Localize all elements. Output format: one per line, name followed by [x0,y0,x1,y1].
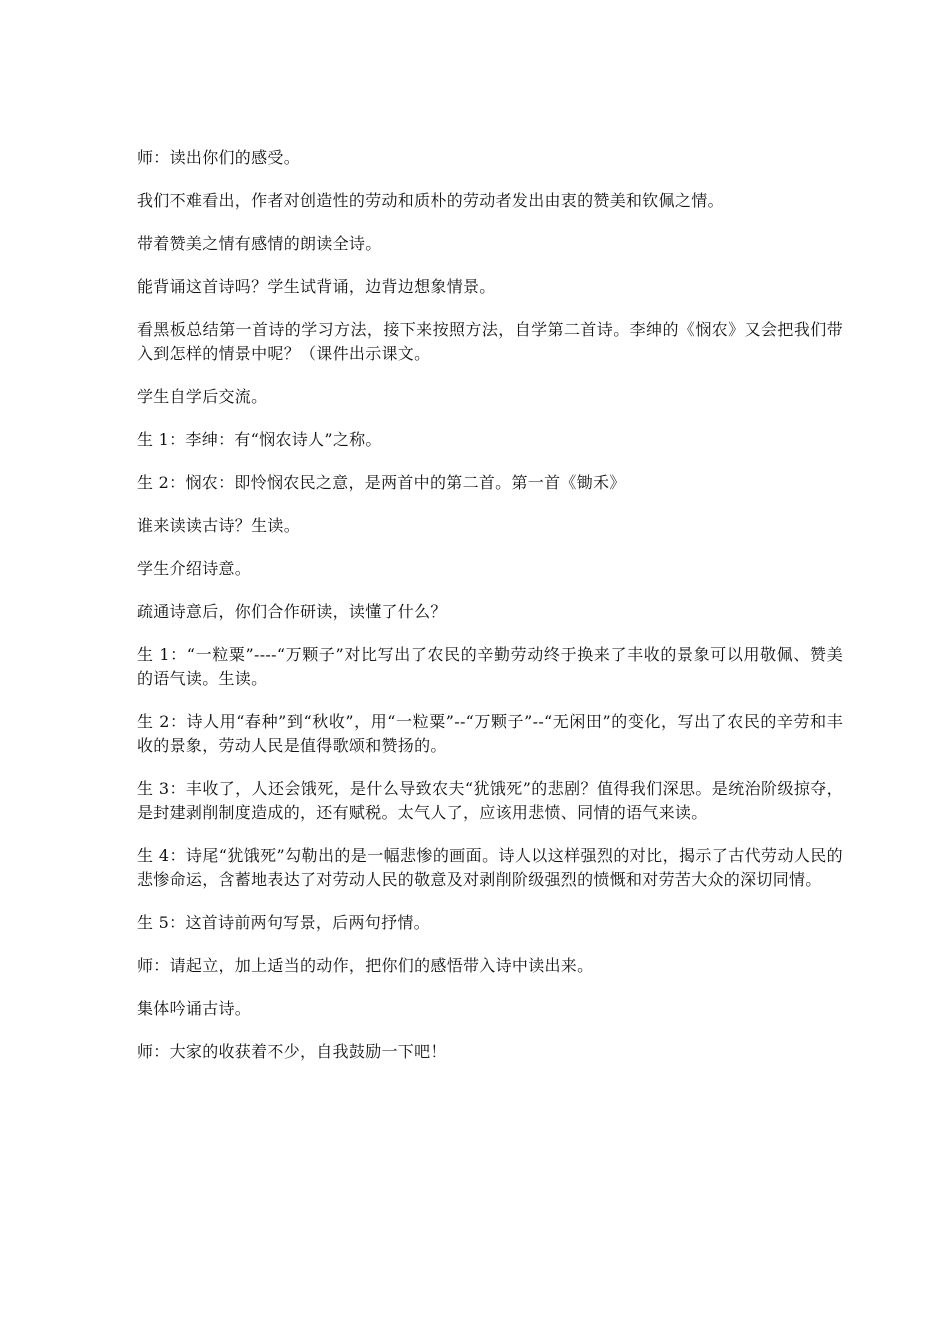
paragraph-13: 生 2：诗人用“春种”到“秋收”，用“一粒粟”--“万颗子”--“无闲田”的变化，写出了农民的辛劳和丰收的景象，劳动人民是值得歌颂和赞扬的。 [137,712,843,755]
paragraph-3: 带着赞美之情有感情的朗读全诗。 [137,234,382,253]
paragraph-1: 师：读出你们的感受。 [137,148,301,167]
paragraph-5: 看黑板总结第一首诗的学习方法，接下来按照方法，自学第二首诗。李绅的《悯农》又会把我们带入到怎样的情景中呢？（课件出示课文。 [137,320,843,363]
paragraph-2: 我们不难看出，作者对创造性的劳动和质朴的劳动者发出由衷的赞美和钦佩之情。 [137,191,724,210]
paragraph-12: 生 1：“一粒粟”----“万颗子”对比写出了农民的辛勤劳动终于换来了丰收的景象可以用敬佩、赞美的语气读。生读。 [137,645,843,688]
document-body [137,146,843,1083]
paragraph-15: 生 4：诗尾“犹饿死”勾勒出的是一幅悲惨的画面。诗人以这样强烈的对比，揭示了古代劳动人民的悲惨命运，含蓄地表达了对劳动人民的敬意及对剥削阶级强烈的愤慨和对劳苦大众的深切同情。 [137,846,843,889]
paragraph-7: 生 1：李绅：有“悯农诗人”之称。 [137,430,382,449]
paragraph-17: 师：请起立，加上适当的动作，把你们的感悟带入诗中读出来。 [137,956,594,975]
paragraph-10: 学生介绍诗意。 [137,559,252,578]
paragraph-18: 集体吟诵古诗。 [137,999,252,1018]
paragraph-14: 生 3：丰收了，人还会饿死，是什么导致农夫“犹饿死”的悲剧？值得我们深思。是统治阶级掠夺，是封建剥削制度造成的，还有赋税。太气人了，应该用悲愤、同情的语气来读。 [137,779,843,822]
paragraph-6: 学生自学后交流。 [137,387,268,406]
paragraph-8: 生 2：悯农：即怜悯农民之意，是两首中的第二首。第一首《锄禾》 [137,473,626,492]
paragraph-9: 谁来读读古诗？生读。 [137,516,301,535]
paragraph-16: 生 5：这首诗前两句写景，后两句抒情。 [137,913,430,932]
paragraph-19: 师：大家的收获着不少，自我鼓励一下吧！ [137,1042,447,1061]
paragraph-4: 能背诵这首诗吗？学生试背诵，边背边想象情景。 [137,277,496,296]
paragraph-11: 疏通诗意后，你们合作研读，读懂了什么？ [137,602,447,621]
